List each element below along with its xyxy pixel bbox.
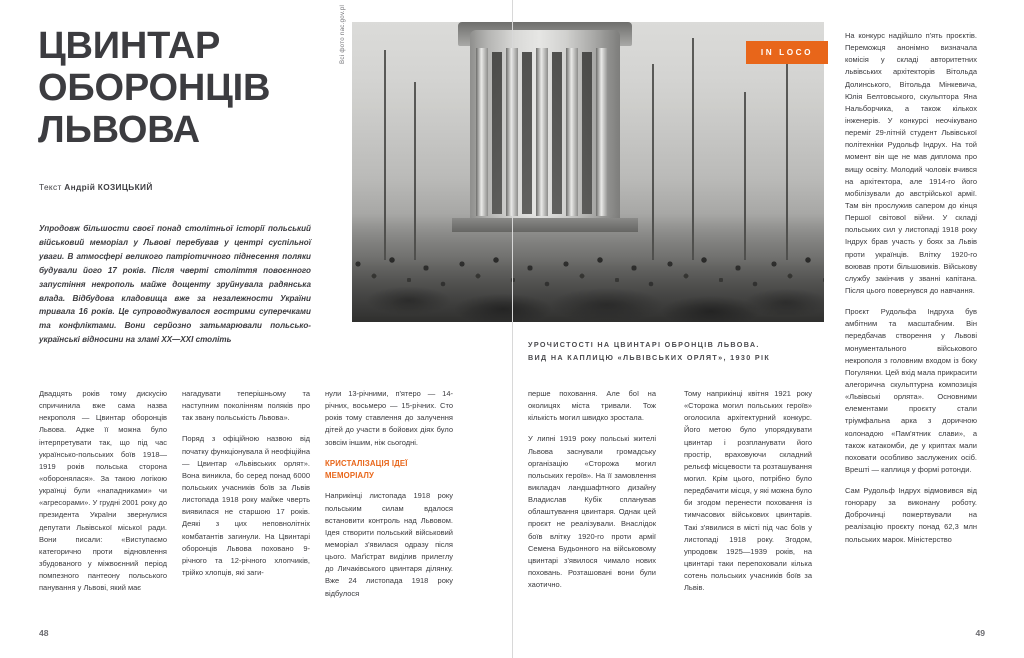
paragraph: У липні 1919 року польські жителі Львова заснували громадську організацію «Сторожа могил польських героїв». На її замовлення викладач ландшафтного дизайну Владислав Кубік спланував облаштування цвинтаря. Однак цей проєкт не реалізували. Внаслідок боїв влітку 1920-го проти армії Семена Будьонного на військовому цвинтарі з'явилося чимало нових поховань. Розташовані вони були хаотично. <box>528 434 656 590</box>
page-number-left: 48 <box>39 628 49 638</box>
byline-author: Андрій КОЗИЦЬКИЙ <box>64 182 153 192</box>
body-column-5 <box>684 388 812 594</box>
paragraph: Поряд з офіційною назвою від початку функціонувала й неофіційна — Цвинтар «Львівських орлят». Вона виникла, бо серед понад 6000 польських учасників боїв за Львів листопада 1918 року майже чверть виявилася не старшою 17 років. Деякі з цих неповнолітніх комбатантів загинули. На Цвинтарі оборонців Львова поховано 9-річного та 12-річного хлопчиків, трійко хлопців, які заги- <box>182 434 310 577</box>
body-column-4 <box>528 388 656 591</box>
paragraph: Наприкінці листопада 1918 року польським силам вдалося встановити контроль над Львовом. Ідея створити польський військовий меморіал з'явилася одразу після цього. Маґістрат виділив прилеглу до Личаківського цвинтаря ділянку. Вже 24 листопада 1918 року відбулося <box>325 491 453 598</box>
body-column-6 <box>845 30 977 546</box>
headline-line-2: ОБОРОНЦІВ <box>38 66 271 109</box>
page-title <box>38 26 338 151</box>
body-column-1 <box>39 388 167 594</box>
byline <box>39 182 153 192</box>
body-column-2 <box>182 388 310 579</box>
paragraph: Тому наприкінці квітня 1921 року «Сторожа могил польських героїв» оголосила архітектурний конкурс. Його метою було упорядкувати цвинтар і розпланувати його простір, враховуючи складний рельєф місцевости та розташування могил. Крім цього, потрібно було передбачити місця, у які можна було би згодом перенести поховання із тимчасових військових цвинтарів. Такі з'явилися в місті під час боїв у листопаді 1918 року. Згодом, упродовж 1925—1939 років, на цвинтарі таки перепоховали кілька сотень польських учасників боїв за Львів. <box>684 389 812 593</box>
paragraph: Двадцять років тому дискусію спричинила вже сама назва некрополя — Цвинтар оборонців Львова. Адже її можна було інтерпретувати так, що під час українсько-польських боїв 1918—1919 років польська сторона «оборонялася». За такою логікою українці були «нападниками» чи «агресорами». У грудні 2001 року до президента України звернулися депутати Львівської міської ради. Вони писали: «Виступаємо категорично проти відновлення збудованого у міжвоєнний період помпезного пантеону польського панування у Львові, який має <box>39 389 167 593</box>
colonnade-gap-shape <box>492 52 502 214</box>
paragraph: Проєкт Рудольфа Індруха був амбітним та масштабним. Він передбачав створення у Львові монументального військового некрополя з головним входом із боку Погулянки. Цей вхід мала прикрасити алегорична скульптурна композиція «Львівські орлята». Основними елементами проєкту стали тріумфальна арка з доричною колонадою «Пам'ятник слави», а також катакомби, де у криптах мали поховати особливо заслужених осіб. Врешті — каплиця у формі ротонди. <box>845 307 977 474</box>
paragraph: нули 13-річними, п'ятеро — 14-річних, восьмеро — 15-річних. Сто років тому ставлення до залучення дітей до участи в бойових діях було зовсім іншим, ніж сьогодні. <box>325 389 453 447</box>
paragraph: Сам Рудольф Індрух відмовився від гонорару за виконану роботу. Доброчинці пожертвували на реалізацію проєкту понад 62,3 млн польських марок. Міністерство <box>845 486 977 544</box>
headline-line-1: ЦВИНТАР <box>38 25 221 67</box>
byline-label: Текст <box>39 182 62 192</box>
article-lede: Упродовж більшости своєї понад столітньої історії польський військовий меморіал у Львові перебував у центрі суспільної уваги. В атмосфері великого патріотичного піднесення поляки будували його 17 років. Після чверті століття повоєнного запустіння некрополь майже дощенту зруйнувала радянська влада. Відбудова кладовища вже за незалежности України тривала 16 років. Це супроводжувалося гострими суперечками та конфліктами. Вони серйозно затьмарювали польсько-українські відносини на зламі XX—XXI століть <box>39 224 311 345</box>
paragraph: На конкурс надійшло п'ять проєктів. Переможця анонімно визначала комісія у складі авторитетних львівських архітекторів Вітольда Долинського, Вітольда Мінкевича, Юлія Белтовського, скульптора Яна Нальборчика, а також кількох інженерів. У конкурсі неочікувано переміг 29-літній студент Львівської політехніки Рудольф Індрух. На той момент він ще не мав диплома про вищу освіту. Молодий чоловік вчився на архітектора, але 1914-го його мобілізували до австрійської армії. Там він прослужив сапером до кінця Першої світової війни. У складі польських сил у листопаді 1918 року Індрух брав участь у боях за Львів проти українців. Влітку 1920-го воював проти більшовиків. Військову службу закінчив у званні капітана. Після цього повернувся до навчання. <box>845 31 977 295</box>
column-shape <box>476 48 488 216</box>
photo-caption: УРОЧИСТОСТІ НА ЦВИНТАРІ ОБРОНЦІВ ЛЬВОВА. ВИД НА КАПЛИЦЮ «ЛЬВІВСЬКИХ ОРЛЯТ», 1930 РІК <box>528 340 771 363</box>
section-subheading-memorial: КРИСТАЛІЗАЦІЯ ІДЕЇ МЕМОРІАЛУ <box>325 458 408 480</box>
page-number-right: 49 <box>975 628 985 638</box>
page-gutter-divider <box>512 0 513 658</box>
photo-credit: Всі фото nac.gov.pl <box>339 4 346 64</box>
paragraph: перше поховання. Але бої на околицях міста тривали. Тож кількість могил швидко зростала. <box>528 389 656 423</box>
headline-line-3: ЛЬВОВА <box>38 108 200 151</box>
in-loco-badge: IN LOCO <box>746 41 828 64</box>
paragraph: нагадувати теперішньому та наступним поколінням поляків про так звану польськість Львова». <box>182 389 310 423</box>
body-column-3 <box>325 388 453 600</box>
